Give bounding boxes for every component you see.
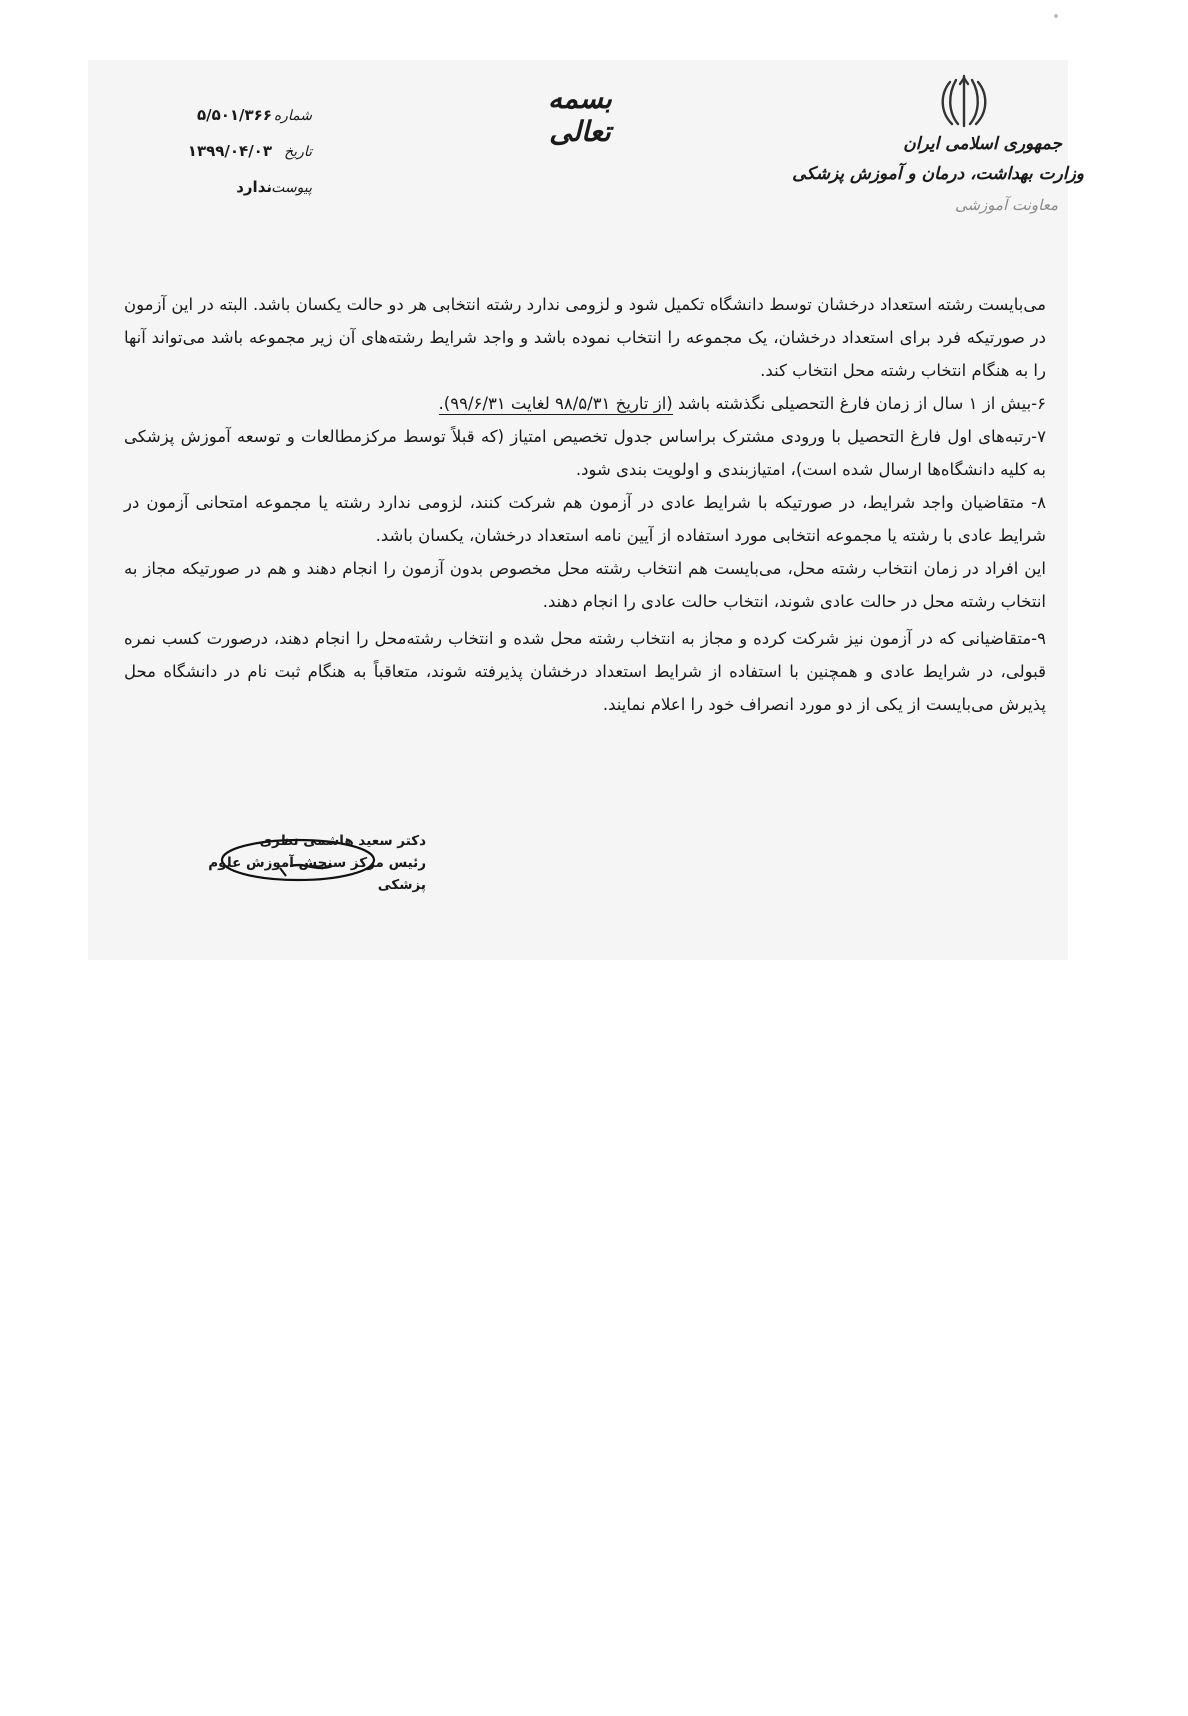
number-value: ۵/۵۰۱/۳۶۶ [196,106,272,124]
iran-emblem-icon [936,72,992,132]
attachment-value: ندارد [236,178,272,196]
paragraph-item-8: ۸- متقاضیان واجد شرایط، در صورتیکه با شرایط عادی در آزمون هم شرکت کنند، لزومی ندارد رشته یا مجموعه امتحانی آزمون در شرایط عادی با رشته یا مجموعه انتخابی مورد استفاده از آیین نامه استعداد درخشان، یکسان باشد. [124,493,1046,545]
meta-date-row [152,124,312,160]
meta-number-row [152,88,312,124]
letter-meta [152,88,312,196]
paragraph-item-9: ۹-متقاضیانی که در آزمون نیز شرکت کرده و مجاز به انتخاب رشته محل شده و انتخاب رشته‌محل را انجام دهند، درصورت کسب نمره قبولی، در شرایط عادی و همچنین با استفاده از شرایط استعداد درخشان پذیرفته شوند، متعاقباً به هنگام ثبت نام در دانشگاه محل پذیرش می‌بایست از یکی از دو مورد انصراف خود را اعلام نمایند. [124,629,1046,714]
date-label: تاریخ [284,144,312,160]
ministry-name: وزارت بهداشت، درمان و آموزش پزشکی [792,164,1084,184]
department-name: معاونت آموزشی [954,196,1058,214]
attachment-label: پیوست [271,180,312,196]
letterhead-ministry [764,134,1084,214]
item-6-date-range: (از تاریخ ۹۸/۵/۳۱ لغایت ۹۹/۶/۳۱). [438,394,673,413]
meta-attachment-row [152,160,312,196]
invocation-heading: بسمه تعالی [548,82,612,148]
country-name: جمهوری اسلامی ایران [903,134,1062,154]
paragraph-item-8-detail: این افراد در زمان انتخاب رشته محل، می‌بایست هم انتخاب رشته محل مخصوص بدون آزمون را انجام دهند و هم در صورتیکه مجاز به انتخاب رشته محل در حالت عادی شوند، انتخاب حالت عادی را انجام دهند. [124,559,1046,611]
date-value: ۱۳۹۹/۰۴/۰۳ [187,142,272,160]
paragraph-item-6 [124,387,1046,420]
paragraph-continuation: می‌بایست رشته استعداد درخشان توسط دانشگاه تکمیل شود و لزومی ندارد رشته انتخابی هر دو حالت یکسان باشد. البته در این آزمون در صورتیکه فرد برای استعداد درخشان، یک مجموعه را انتخاب نموده باشد و واجد شرایط رشته‌های آن زیر مجموعه باشد می‌تواند آنها را به هنگام انتخاب رشته محل انتخاب کند. [124,295,1046,380]
letter-body [124,288,1046,721]
signature-block [186,830,426,896]
signatory-name: دکتر سعید هاشمی نظری [259,833,426,849]
paragraph-item-7: ۷-رتبه‌های اول فارغ التحصیل با ورودی مشترک براساس جدول تخصیص امتیاز (که قبلاً توسط مرکزمطالعات و توسعه آموزش پزشکی به کلیه دانشگاه‌ها ارسال شده است)، امتیازبندی و اولویت بندی شود. [124,427,1046,479]
scan-speck [1052,12,1060,20]
item-6-text: ۶-بیش از ۱ سال از زمان فارغ التحصیلی نگذشته باشد [672,394,1046,413]
number-label: شماره [273,108,312,124]
signatory-title: رئیس مرکز سنجش آموزش علوم پزشکی [208,855,426,893]
